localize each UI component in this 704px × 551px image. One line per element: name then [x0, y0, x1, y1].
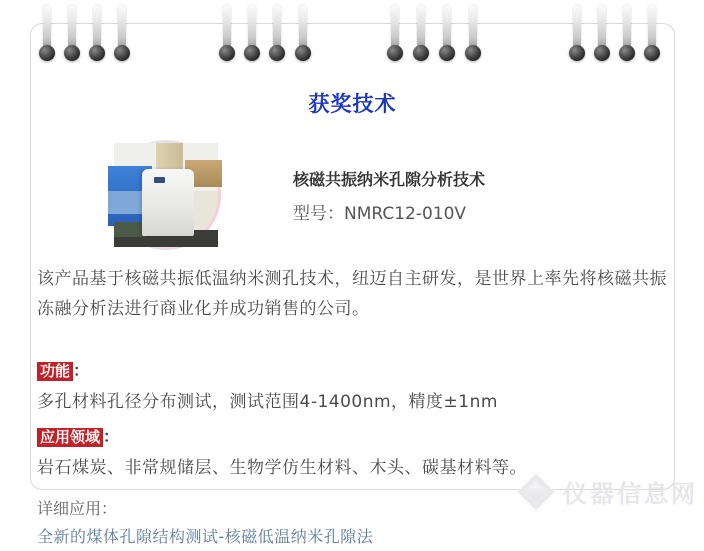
application-label-badge: 应用领域 [37, 428, 103, 447]
product-description: 该产品基于核磁共振低温纳米测孔技术，纽迈自主研发，是世界上率先将核磁共振冻融分析法进行商业化并成功销售的公司。 [37, 269, 667, 319]
binder-pin-icon [114, 5, 130, 61]
binder-pin-icon [439, 5, 455, 61]
binder-pin-icon [594, 5, 610, 61]
function-label-badge: 功能 [37, 362, 73, 381]
application-label-colon: ： [103, 427, 120, 446]
binder-pin-icon [413, 5, 429, 61]
binder-pin-icon [64, 5, 80, 61]
watermark [523, 474, 698, 509]
binder-pin-icon [244, 5, 260, 61]
instrument-cabinet [142, 169, 194, 236]
product-photo-ring [111, 140, 221, 250]
function-label-row [37, 360, 674, 382]
binder-pin-icon [569, 5, 585, 61]
detail-label: 详细应用： [37, 499, 118, 518]
function-label-colon: ： [73, 361, 90, 380]
binder-pin-icon [269, 5, 285, 61]
application-label-row [37, 426, 674, 448]
binder-pins [0, 0, 704, 62]
gem-logo-icon [518, 473, 555, 510]
detail-application-link[interactable]: 全新的煤体孔隙结构测试-核磁低温纳米孔隙法 [37, 527, 374, 546]
binder-pin-icon [644, 5, 660, 61]
page-title: 获奖技术 [308, 92, 397, 116]
product-header [111, 140, 674, 250]
binder-pin-icon [89, 5, 105, 61]
binder-pin-icon [295, 5, 311, 61]
binder-pin-icon [39, 5, 55, 61]
binder-pin-icon [619, 5, 635, 61]
product-name: 核磁共振纳米孔隙分析技术 [293, 169, 486, 189]
watermark-text: 仪器信息网 [563, 480, 698, 508]
product-text-block [293, 167, 485, 224]
binder-pin-icon [387, 5, 403, 61]
product-photo [114, 143, 218, 247]
application-text: 岩石煤炭、非常规储层、生物学仿生材料、木头、碳基材料等。 [37, 458, 527, 478]
section-function [37, 360, 674, 416]
product-model: 型号：NMRC12-010V [293, 203, 467, 224]
function-text: 多孔材料孔径分布测试，测试范围4-1400nm，精度±1nm [37, 392, 498, 412]
binder-pin-icon [465, 5, 481, 61]
binder-pin-icon [219, 5, 235, 61]
